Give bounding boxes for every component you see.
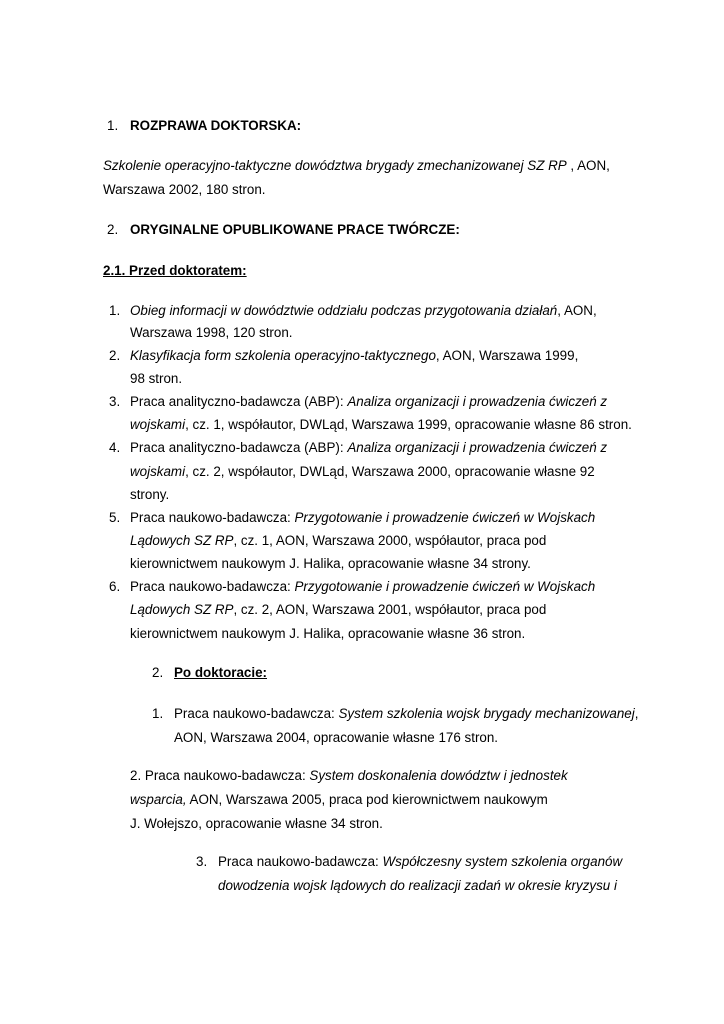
section-2-2-heading: Po doktoracie: <box>174 665 268 680</box>
list-item <box>130 440 607 456</box>
list-item-continuation <box>130 792 548 808</box>
section-2-number: 2. <box>107 222 119 237</box>
list-item-continuation <box>130 417 632 433</box>
work-type: Praca naukowo-badawcza: <box>174 706 339 721</box>
list-item <box>130 579 595 595</box>
section-1-heading: ROZPRAWA DOKTORSKA: <box>130 118 302 133</box>
thesis-line-2: Warszawa 2002, 180 stron. <box>103 182 266 197</box>
list-item-continuation: kierownictwem naukowym J. Halika, opracowanie własne 34 strony. <box>130 556 531 571</box>
work-details: , cz. 2, współautor, DWLąd, Warszawa 2000, opracowanie własne 92 <box>185 464 595 479</box>
work-title-end: dowodzenia wojsk lądowych do realizacji zadań w okresie kryzysu i <box>218 878 617 893</box>
list-item-continuation <box>130 602 546 618</box>
list-item-continuation <box>130 533 546 549</box>
section-2-2-number: 2. <box>152 665 164 680</box>
work-title: Obieg informacji w dowództwie oddziału podczas przygotowania działań <box>130 303 558 318</box>
list-item-number: 1. <box>152 706 164 721</box>
work-type: Praca naukowo-badawcza: <box>130 510 295 525</box>
work-title-end: wsparcia, <box>130 792 187 807</box>
work-title: Analiza organizacji i prowadzenia ćwiczeń z <box>347 394 608 409</box>
work-details: , cz. 1, AON, Warszawa 2000, współautor, praca pod <box>233 533 547 548</box>
list-item <box>174 706 638 722</box>
list-item-number: 5. <box>109 510 121 525</box>
list-item-continuation: AON, Warszawa 2004, opracowanie własne 176 stron. <box>174 730 499 745</box>
list-item <box>130 768 568 784</box>
list-item <box>130 510 595 526</box>
work-title-end: Lądowych SZ RP <box>130 533 234 548</box>
list-item <box>130 394 607 410</box>
list-item-continuation: 98 stron. <box>130 371 183 386</box>
work-type: Praca analityczno-badawcza (ABP): <box>130 394 348 409</box>
work-details: , cz. 1, współautor, DWLąd, Warszawa 1999, opracowanie własne 86 stron. <box>185 417 632 432</box>
work-title: System szkolenia wojsk brygady mechanizowanej <box>338 706 635 721</box>
section-2-1-heading: 2.1. Przed doktoratem: <box>103 263 247 278</box>
section-2-heading: ORYGINALNE OPUBLIKOWANE PRACE TWÓRCZE: <box>130 222 460 237</box>
list-item-number: 6. <box>109 579 121 594</box>
work-title: Przygotowanie i prowadzenie ćwiczeń w Wojskach <box>294 579 596 594</box>
work-title-end: wojskami <box>130 464 186 479</box>
work-title-end: Lądowych SZ RP <box>130 602 234 617</box>
work-details: AON, Warszawa 2005, praca pod kierownictwem naukowym <box>186 792 548 807</box>
work-details: , <box>634 706 639 721</box>
list-item-number: 1. <box>109 303 121 318</box>
work-title: Współczesny system szkolenia organów <box>382 854 623 869</box>
list-item-number: 2. <box>109 348 121 363</box>
work-type: 2. Praca naukowo-badawcza: <box>130 768 310 783</box>
list-item <box>130 303 597 319</box>
work-details: , AON, Warszawa 1999, <box>435 348 579 363</box>
list-item-number: 4. <box>109 440 121 455</box>
section-1-number: 1. <box>107 118 119 133</box>
thesis-line-1 <box>103 158 610 174</box>
thesis-publisher: , AON, <box>566 158 610 173</box>
list-item-continuation: Warszawa 1998, 120 stron. <box>130 325 293 340</box>
work-type: Praca naukowo-badawcza: <box>130 579 295 594</box>
list-item-continuation: J. Wołejszo, opracowanie własne 34 stron. <box>130 816 383 831</box>
list-item-number: 3. <box>196 854 208 869</box>
list-item-continuation <box>218 878 617 894</box>
list-item-continuation: strony. <box>130 487 170 502</box>
work-title: Przygotowanie i prowadzenie ćwiczeń w Wojskach <box>294 510 596 525</box>
list-item-number: 3. <box>109 394 121 409</box>
work-title: Analiza organizacji i prowadzenia ćwiczeń z <box>347 440 608 455</box>
work-title: System doskonalenia dowództw i jednostek <box>309 768 568 783</box>
work-details: , cz. 2, AON, Warszawa 2001, współautor, praca pod <box>233 602 547 617</box>
list-item-continuation: kierownictwem naukowym J. Halika, opracowanie własne 36 stron. <box>130 626 526 641</box>
list-item-continuation <box>130 464 595 480</box>
work-title-end: wojskami <box>130 417 186 432</box>
work-type: Praca naukowo-badawcza: <box>218 854 383 869</box>
work-title: Klasyfikacja form szkolenia operacyjno-taktycznego <box>130 348 436 363</box>
work-details: , AON, <box>557 303 597 318</box>
list-item <box>130 348 578 364</box>
work-type: Praca analityczno-badawcza (ABP): <box>130 440 348 455</box>
thesis-title: Szkolenie operacyjno-taktyczne dowództwa brygady zmechanizowanej SZ RP <box>103 158 567 173</box>
list-item <box>218 854 622 870</box>
